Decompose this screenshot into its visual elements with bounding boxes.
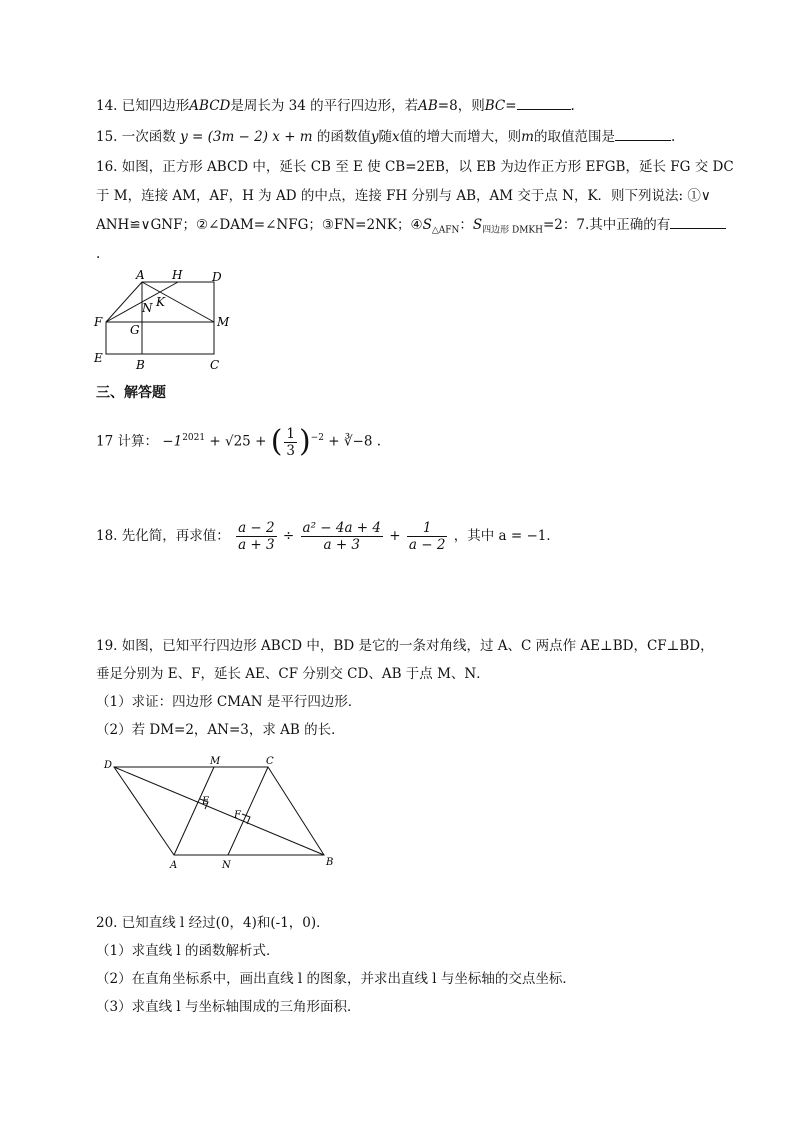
q14-text: = xyxy=(505,98,517,114)
fig19-label-B: B xyxy=(326,857,334,868)
question-18 xyxy=(96,516,560,556)
q15-var: m xyxy=(521,129,534,145)
q15-var: x xyxy=(392,129,400,145)
q19-sub-1: （1）求证：四边形 CMAN 是平行四边形． xyxy=(96,694,362,710)
q14-var: ABCD xyxy=(189,98,231,114)
q18-operator: ÷ xyxy=(282,528,295,544)
q19-line-2: 垂足分别为 E、F，延长 AE、CF 分别交 CD、AB 于点 M、N． xyxy=(96,666,490,682)
q16-answer-blank[interactable] xyxy=(670,214,726,229)
q14-end: . xyxy=(570,98,575,114)
q14-text: 已知四边形 xyxy=(121,98,190,114)
fig19-label-N: N xyxy=(222,860,231,871)
fig16-label-K: K xyxy=(156,295,165,309)
q15-answer-blank[interactable] xyxy=(615,126,671,141)
q16-text: ： xyxy=(459,217,473,233)
q18-fraction-num: 1 xyxy=(407,520,448,537)
q18-fraction-num: a − 2 xyxy=(238,520,275,536)
q14-text: =8，则 xyxy=(437,98,485,114)
q19-line-1: 19. 如图，已知平行四边形 ABCD 中，BD 是它的一条对角线，过 A、C 两点作 AE⊥BD，CF⊥BD， xyxy=(96,638,714,654)
fig16-label-D: D xyxy=(212,270,222,284)
q20-line-1: 20. 已知直线 l 经过(0，4)和(-1，0)． xyxy=(96,915,330,931)
q17-fraction-den: 3 xyxy=(286,442,295,459)
figure-19 xyxy=(100,755,350,875)
q20-sub-2: （2）在直角坐标系中，画出直线 l 的图象，并求出直线 l 与坐标轴的交点坐标． xyxy=(96,971,576,987)
q16-line-2: 于 M，连接 AM，AF，H 为 AD 的中点，连接 FH 分别与 AB，AM 交于点 N，K．则下列说法: ①∨ xyxy=(96,188,711,204)
q17-term: + √25 + xyxy=(209,433,267,450)
q14-number: 14. xyxy=(96,98,118,114)
q16-line-3 xyxy=(96,214,726,241)
q18-fraction-den: a + 3 xyxy=(323,537,361,553)
q17-right-paren: ) xyxy=(299,424,311,459)
q15-text: 的取值范围是 xyxy=(533,129,615,145)
fig16-label-F: F xyxy=(94,315,103,329)
fig19-label-M: M xyxy=(210,756,221,767)
question-17 xyxy=(96,420,381,460)
q16-area-symbol: S xyxy=(472,217,483,233)
fig16-label-G: G xyxy=(130,323,140,337)
fig16-label-C: C xyxy=(210,358,220,372)
q16-area-symbol: S xyxy=(422,217,432,233)
q15-text: 一次函数 xyxy=(121,129,176,145)
fig16-label-H: H xyxy=(172,268,183,282)
fig19-label-E: E xyxy=(202,796,210,807)
q18-fraction-den: a + 3 xyxy=(238,537,275,553)
fig16-label-A: A xyxy=(136,268,145,282)
q17-fraction xyxy=(284,426,297,459)
q18-fraction-1 xyxy=(236,520,277,553)
q18-fraction-den: a − 2 xyxy=(408,537,446,553)
question-15 xyxy=(96,126,675,147)
q18-label: 18. 先化简，再求值： xyxy=(96,528,230,544)
q15-var: y xyxy=(370,129,379,145)
fig16-label-N: N xyxy=(142,301,153,315)
section-title: 三、解答题 xyxy=(96,385,166,401)
figure-16 xyxy=(90,268,240,373)
q18-fraction-num: a² − 4a + 4 xyxy=(302,520,381,536)
q15-text: 随 xyxy=(378,129,393,145)
q16-text: =2：7.其中正确的有 xyxy=(543,217,671,233)
q19-sub-2: （2）若 DM=2，AN=3，求 AB 的长． xyxy=(96,722,345,738)
question-14 xyxy=(96,95,575,116)
q14-answer-blank[interactable] xyxy=(517,95,571,110)
q20-sub-3: （3）求直线 l 与坐标轴围成的三角形面积． xyxy=(96,999,361,1015)
q16-text: ANH≌∨GNF；②∠DAM=∠NFG；③FN=2NK；④ xyxy=(96,217,423,233)
fig16-label-B: B xyxy=(136,358,145,372)
q18-fraction-2 xyxy=(301,520,383,553)
q17-exponent: −2 xyxy=(310,433,324,443)
q15-number: 15. xyxy=(96,129,118,145)
fig19-label-A: A xyxy=(170,860,178,871)
q15-text: 的函数值 xyxy=(316,129,371,145)
fig19-label-F: F xyxy=(234,810,241,821)
fig19-label-C: C xyxy=(266,756,274,767)
q17-left-paren: ( xyxy=(270,424,283,459)
q14-var: AB xyxy=(418,98,438,114)
q14-text: 是周长为 34 的平行四边形，若 xyxy=(230,98,419,114)
q17-label: 17 计算： xyxy=(96,433,158,450)
q15-text: 值的增大而增大，则 xyxy=(399,129,522,145)
q15-end: . xyxy=(670,129,676,145)
fig19-label-D: D xyxy=(104,760,113,771)
q17-end: . xyxy=(376,433,381,450)
fig16-label-M: M xyxy=(217,315,230,329)
q18-fraction-3 xyxy=(407,520,448,553)
q20-sub-1: （1）求直线 l 的函数解析式． xyxy=(96,943,280,959)
q16-area-subscript: 四边形 DMKH xyxy=(482,225,543,236)
q14-var: BC xyxy=(484,98,506,114)
q18-tail: ，其中 a = −1． xyxy=(453,528,560,544)
q17-fraction-num: 1 xyxy=(286,425,295,442)
q15-formula: y = (3m − 2) x + m xyxy=(180,129,313,145)
q16-line-1: 16. 如图，正方形 ABCD 中，延长 CB 至 E 使 CB=2EB，以 EB 为边作正方形 EFGB，延长 FG 交 DC xyxy=(96,159,734,175)
q16-line-4: . xyxy=(96,246,101,262)
q17-term: −1 xyxy=(162,433,183,450)
q17-term: + ∛−8 xyxy=(328,433,373,450)
q17-exponent: 2021 xyxy=(182,433,206,443)
q16-area-subscript: △AFN xyxy=(431,225,460,236)
q18-operator: + xyxy=(389,528,401,544)
fig16-label-E: E xyxy=(94,351,103,365)
